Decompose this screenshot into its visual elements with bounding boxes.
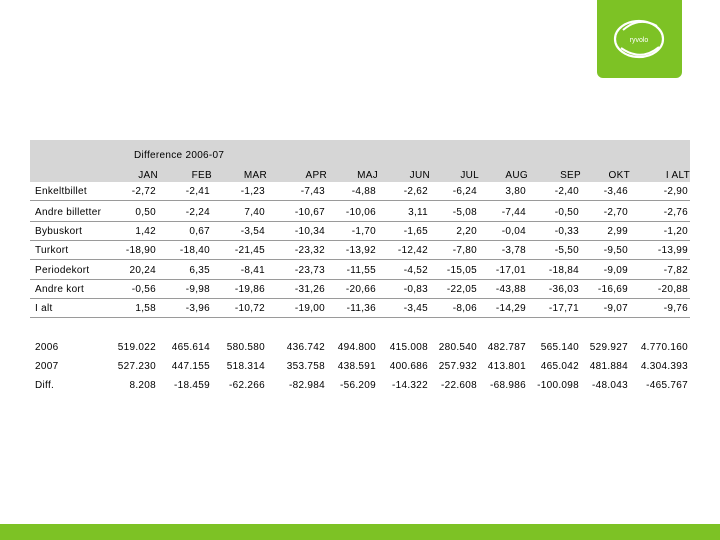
table-cell: -68.986	[489, 380, 526, 391]
table-cell: -2,62	[403, 186, 428, 197]
column-header: JUN	[409, 170, 430, 181]
table-cell: -7,43	[300, 186, 325, 197]
table-cell: -3,78	[501, 245, 526, 256]
table-cell: -23,73	[294, 265, 325, 276]
table-cell: 257.932	[438, 361, 477, 372]
table-title: Difference 2006-07	[134, 150, 225, 161]
table-cell: -48.043	[591, 380, 628, 391]
row-label: 2006	[35, 342, 59, 353]
table-cell: 529.927	[589, 342, 628, 353]
table-cell: -2,76	[663, 207, 688, 218]
table-cell: -5,50	[554, 245, 579, 256]
table-cell: -17,01	[495, 265, 526, 276]
table-cell: 415.008	[389, 342, 428, 353]
table-cell: -5,08	[452, 207, 477, 218]
table-cell: -3,45	[403, 303, 428, 314]
table-cell: -6,24	[452, 186, 477, 197]
table-cell: -10,34	[294, 226, 325, 237]
table-cell: -15,05	[446, 265, 477, 276]
row-label: Diff.	[35, 380, 55, 391]
row-label: Turkort	[35, 245, 69, 256]
table-cell: 527.230	[117, 361, 156, 372]
table-cell: -18,84	[548, 265, 579, 276]
row-divider	[30, 200, 690, 201]
table-cell: -7,44	[501, 207, 526, 218]
table-cell: -56.209	[339, 380, 376, 391]
table-cell: -7,82	[663, 265, 688, 276]
table-cell: -21,45	[234, 245, 265, 256]
table-cell: -1,23	[240, 186, 265, 197]
table-cell: -0,50	[554, 207, 579, 218]
table-cell: -3,46	[603, 186, 628, 197]
column-header: MAJ	[357, 170, 378, 181]
table-cell: -20,88	[657, 284, 688, 295]
table-cell: -4,88	[351, 186, 376, 197]
table-cell: -0,83	[403, 284, 428, 295]
table-cell: 565.140	[540, 342, 579, 353]
table-cell: 465.042	[540, 361, 579, 372]
table-cell: -1,70	[351, 226, 376, 237]
company-logo	[597, 0, 682, 78]
table-cell: -12,42	[397, 245, 428, 256]
column-header: APR	[305, 170, 327, 181]
table-cell: 494.800	[337, 342, 376, 353]
table-cell: -7,80	[452, 245, 477, 256]
table-cell: -0,04	[501, 226, 526, 237]
row-divider	[30, 317, 690, 318]
footer-bar	[0, 524, 720, 540]
table-cell: -2,72	[131, 186, 156, 197]
table-cell: -19,00	[294, 303, 325, 314]
table-cell: -2,70	[603, 207, 628, 218]
table-cell: 20,24	[129, 265, 156, 276]
table-cell: -22.608	[440, 380, 477, 391]
table-cell: -16,69	[597, 284, 628, 295]
table-cell: -82.984	[288, 380, 325, 391]
row-divider	[30, 298, 690, 299]
table-cell: -9,76	[663, 303, 688, 314]
column-header: FEB	[191, 170, 212, 181]
row-divider	[30, 259, 690, 260]
table-cell: 0,50	[135, 207, 156, 218]
column-header: SEP	[560, 170, 581, 181]
table-cell: 7,40	[244, 207, 265, 218]
table-cell: -1,65	[403, 226, 428, 237]
row-divider	[30, 240, 690, 241]
logo-mark	[597, 0, 682, 78]
table-cell: -1,20	[663, 226, 688, 237]
row-label: 2007	[35, 361, 59, 372]
table-cell: 2,20	[456, 226, 477, 237]
table-cell: -8,41	[240, 265, 265, 276]
table-cell: -9,50	[603, 245, 628, 256]
table-cell: -20,66	[345, 284, 376, 295]
table-cell: -13,99	[657, 245, 688, 256]
table-cell: -8,06	[452, 303, 477, 314]
table-cell: -9,07	[603, 303, 628, 314]
table-cell: 482.787	[487, 342, 526, 353]
table-cell: -2,41	[185, 186, 210, 197]
table-cell: -62.266	[228, 380, 265, 391]
row-label: Periodekort	[35, 265, 90, 276]
table-cell: 3,11	[408, 207, 428, 218]
column-header: MAR	[243, 170, 267, 181]
table-cell: -18,40	[179, 245, 210, 256]
table-cell: 400.686	[389, 361, 428, 372]
row-label: Andre billetter	[35, 207, 102, 218]
table-cell: -3,54	[240, 226, 265, 237]
column-header: OKT	[608, 170, 630, 181]
column-header: JUL	[460, 170, 479, 181]
row-label: Enkeltbillet	[35, 186, 87, 197]
table-cell: 481.884	[589, 361, 628, 372]
table-cell: 1,42	[135, 226, 156, 237]
table-cell: -14,29	[495, 303, 526, 314]
table-cell: -22,05	[446, 284, 477, 295]
row-label: Bybuskort	[35, 226, 83, 237]
table-cell: 465.614	[171, 342, 210, 353]
table-cell: -9,98	[185, 284, 210, 295]
table-cell: -23,32	[294, 245, 325, 256]
table-cell: 2,99	[607, 226, 628, 237]
table-cell: -19,86	[234, 284, 265, 295]
table-cell: -18.459	[173, 380, 210, 391]
table-cell: -2,24	[185, 207, 210, 218]
table-cell: -17,71	[548, 303, 579, 314]
row-label: I alt	[35, 303, 53, 314]
table-cell: 518.314	[226, 361, 265, 372]
table-cell: 353.758	[286, 361, 325, 372]
column-header: AUG	[505, 170, 528, 181]
table-cell: -3,96	[185, 303, 210, 314]
table-cell: -43,88	[495, 284, 526, 295]
column-header: I ALT	[665, 170, 690, 181]
table-cell: 436.742	[286, 342, 325, 353]
table-cell: -465.767	[646, 380, 688, 391]
table-cell: 580.580	[226, 342, 265, 353]
table-cell: -2,90	[663, 186, 688, 197]
table-cell: -0,56	[131, 284, 156, 295]
column-header: JAN	[138, 170, 158, 181]
table-cell: -100.098	[537, 380, 579, 391]
table-cell: -18,90	[125, 245, 156, 256]
table-cell: -36,03	[548, 284, 579, 295]
table-cell: -11,36	[346, 303, 376, 314]
table-cell: 8.208	[129, 380, 156, 391]
table-cell: 1,58	[135, 303, 156, 314]
table-cell: -10,06	[345, 207, 376, 218]
row-divider	[30, 221, 690, 222]
table-cell: -10,72	[234, 303, 265, 314]
table-cell: 447.155	[171, 361, 210, 372]
table-cell: -11,55	[346, 265, 376, 276]
table-cell: -13,92	[345, 245, 376, 256]
table-cell: 0,67	[189, 226, 210, 237]
table-cell: 519.022	[117, 342, 156, 353]
table-cell: 4.304.393	[640, 361, 688, 372]
table-cell: -2,40	[554, 186, 579, 197]
table-cell: 438.591	[337, 361, 376, 372]
logo-text: ryvolo	[629, 37, 649, 44]
table-cell: -31,26	[294, 284, 325, 295]
table-cell: 280.540	[438, 342, 477, 353]
row-label: Andre kort	[35, 284, 85, 295]
table-cell: 6,35	[189, 265, 210, 276]
table-cell: -14.322	[391, 380, 428, 391]
table-cell: -0,33	[554, 226, 579, 237]
table-cell: -10,67	[294, 207, 325, 218]
table-cell: 3,80	[505, 186, 526, 197]
table-cell: 413.801	[487, 361, 526, 372]
table-cell: -9,09	[603, 265, 628, 276]
table-cell: 4.770.160	[640, 342, 688, 353]
row-divider	[30, 279, 690, 280]
table-cell: -4,52	[403, 265, 428, 276]
